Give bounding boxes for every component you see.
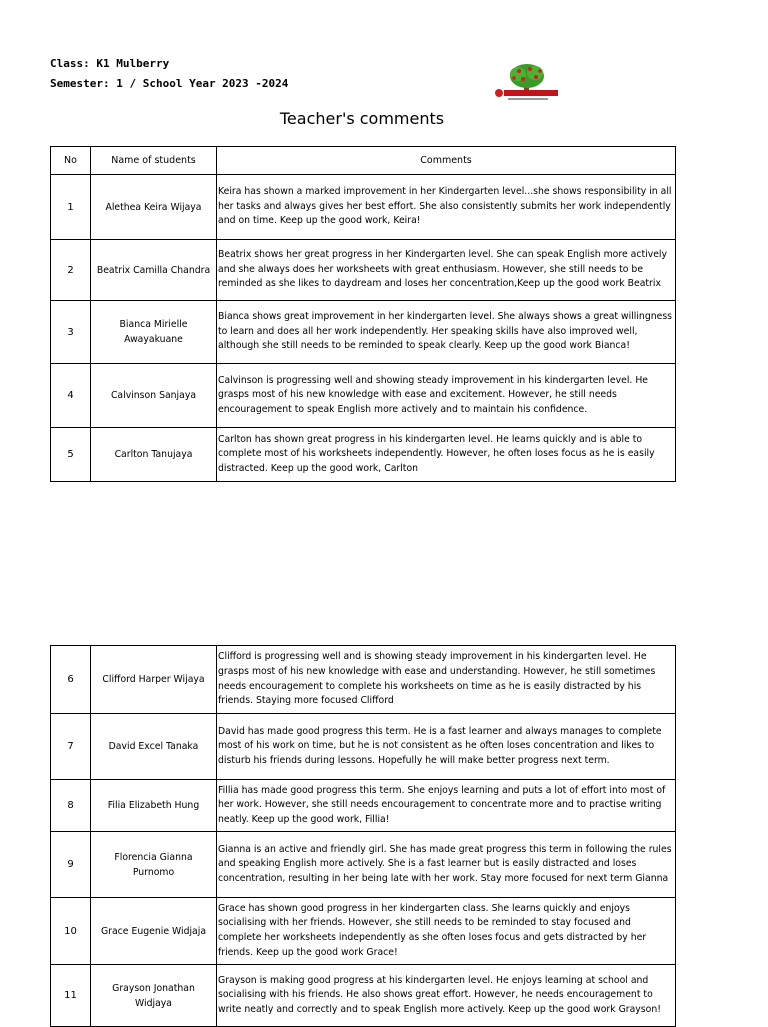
row-number: 2	[51, 240, 91, 301]
table-row	[51, 428, 676, 482]
class-label: Class: K1 Mulberry	[50, 57, 170, 70]
comments-table-page-2	[50, 645, 676, 1027]
row-number: 6	[51, 646, 91, 714]
header-name: Name of students	[91, 147, 217, 175]
row-number: 9	[51, 832, 91, 898]
table-row	[51, 240, 676, 301]
comment-text: Gianna is an active and friendly girl. She has made great progress this term in following the rules and speaking English more actively. She is a fast learner but is easily distracted and loses concentration, resulting in her being late with her work. Stay more focused for next term Gianna	[217, 832, 676, 898]
row-number: 8	[51, 780, 91, 832]
comments-table-page-1	[50, 146, 676, 482]
student-name: Filia Elizabeth Hung	[91, 780, 217, 832]
comment-text: Calvinson is progressing well and showing steady improvement in his kindergarten level. He grasps most of his new knowledge with ease and excitement. However, he still needs encouragement to speak English more actively and to maintain his confidence.	[217, 364, 676, 428]
table-row	[51, 646, 676, 714]
comment-text: Keira has shown a marked improvement in her Kindergarten level...she shows responsibility in all her tasks and always gives her best effort. She also consistently submits her work independently and on time. Keep up the good work, Keira!	[217, 175, 676, 240]
row-number: 7	[51, 714, 91, 780]
student-name: Bianca Mirielle Awayakuane	[91, 301, 217, 364]
row-number: 3	[51, 301, 91, 364]
student-name: Florencia Gianna Purnomo	[91, 832, 217, 898]
table-row	[51, 780, 676, 832]
header-comments: Comments	[217, 147, 676, 175]
comment-text: Fillia has made good progress this term. She enjoys learning and puts a lot of effort into most of her work. However, she still needs encouragement to concentrate more and to practise writing neatly. Keep up the good work, Fillia!	[217, 780, 676, 832]
table-row	[51, 965, 676, 1027]
student-name: Grayson Jonathan Widjaya	[91, 965, 217, 1027]
comment-text: Bianca shows great improvement in her kindergarten level. She always shows a great willingness to learn and does all her work independently. Her speaking skills have also improved well, although she still needs to be reminded to speak clearly. Keep up the good work Bianca!	[217, 301, 676, 364]
student-name: Carlton Tanujaya	[91, 428, 217, 482]
student-name: Grace Eugenie Widjaja	[91, 898, 217, 965]
header-no: No	[51, 147, 91, 175]
comment-text: Beatrix shows her great progress in her Kindergarten level. She can speak English more actively and she always does her worksheets with great enthusiasm. However, she still needs to be reminded as she likes to daydream and loses her concentration,Keep up the good work Beatrix	[217, 240, 676, 301]
row-number: 11	[51, 965, 91, 1027]
semester-label: Semester: 1 / School Year 2023 -2024	[50, 77, 289, 90]
row-number: 1	[51, 175, 91, 240]
student-name: Alethea Keira Wijaya	[91, 175, 217, 240]
row-number: 5	[51, 428, 91, 482]
comment-text: Clifford is progressing well and is showing steady improvement in his kindergarten level. He grasps most of his new knowledge with ease and understanding. However, he still sometimes needs encouragement to complete his worksheets on time as he is easily distracted by his friends. Staying more focused Clifford	[217, 646, 676, 714]
apple-tree-logo-icon	[494, 62, 560, 102]
table-row	[51, 364, 676, 428]
student-name: Beatrix Camilla Chandra	[91, 240, 217, 301]
student-name: Calvinson Sanjaya	[91, 364, 217, 428]
table-row	[51, 898, 676, 965]
comment-text: Carlton has shown great progress in his kindergarten level. He learns quickly and is able to complete most of his worksheets independently. However, he often loses focus as he is easily distracted. Keep up the good work, Carlton	[217, 428, 676, 482]
student-name: Clifford Harper Wijaya	[91, 646, 217, 714]
student-name: David Excel Tanaka	[91, 714, 217, 780]
comment-text: Grace has shown good progress in her kindergarten class. She learns quickly and enjoys socialising with her friends. However, she still needs to be reminded to stay focused and complete her worksheets independently as she often loses focus and gets distracted by her friends. Keep up the good work Grace!	[217, 898, 676, 965]
table-row	[51, 714, 676, 780]
table-row	[51, 175, 676, 240]
table-row	[51, 301, 676, 364]
row-number: 10	[51, 898, 91, 965]
comment-text: David has made good progress this term. He is a fast learner and always manages to complete most of his work on time, but he is not consistent as he often loses concentration and likes to disturb his friends during lessons. Hopefully he will make better progress next term.	[217, 714, 676, 780]
page-title: Teacher's comments	[279, 109, 445, 128]
comment-text: Grayson is making good progress at his kindergarten level. He enjoys learning at school and socialising with his friends. He also shows great effort. However, he needs encouragement to write neatly and correctly and to speak English more actively. Keep up the good work Grayson!	[217, 965, 676, 1027]
table-row	[51, 832, 676, 898]
row-number: 4	[51, 364, 91, 428]
